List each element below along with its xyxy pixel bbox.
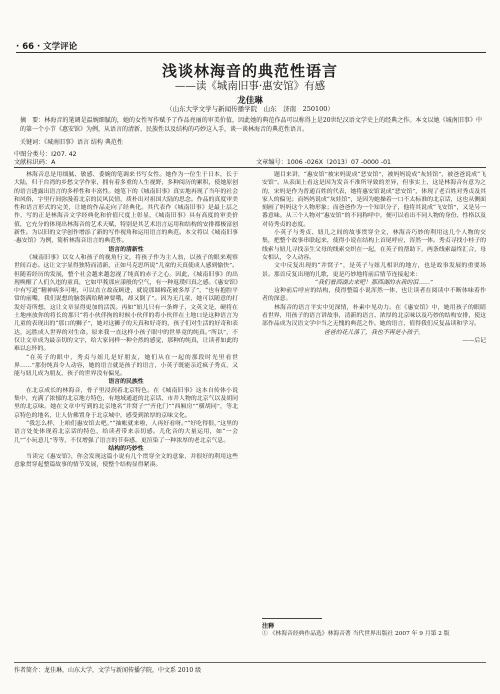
paragraph: 文中反复出现的“井窝子”，是英子与妞儿相识的地方，也是故事发展的重要场景。那首反复出现的儿歌，更是巧妙地将前后情节连接起来： (262, 263, 486, 278)
signature-line: ——后记 (462, 337, 486, 344)
article-subtitle: ——读《城南旧事·惠安馆》有感 (174, 80, 326, 92)
article-number: 文章编号：1006 -026X（2013）07 -0000 -01 (256, 159, 391, 166)
note-item: ① 《林海音经典作品选》林海音著 当代世界出版社 2007 年 9 月第 2 版 (262, 631, 450, 637)
paragraph: 当读完《惠安馆》，你会发现这篇小说有几个贯穿全文的意象，并很好的利用这些意象贯穿起整篇故事的情节发展，使整个结构显得紧凑。 (14, 454, 238, 469)
notes-heading: 注释 (262, 623, 275, 630)
quoted-verse: 爸爸的花儿落了，我也不再是小孩子。 (323, 329, 425, 336)
paragraph: 在北京成长的林海音，骨子里浸润着北京特色。在《城南旧事》这本自传体小说集中，充满了浓郁的北京地方特色，有地域通道的北京话、市井人物的北京气以及胡同里的北京味。她在文章中写到的北京地名“井窝子”“齐化门”“西厢房”“横胡同”，等北京特色的地名，让人仿佛置身于北京城中，感受到浓厚的京味文化。 (14, 387, 238, 419)
paragraph: “我怎么样，上咱们惠安馆去吧。”“抽帐就来啦，人再好看呀。”“好吃得很，”这里的语言处处体现着北京话的特色，给读者带来亲切感。儿化音的大量运用，如“一会儿”“小玩意儿”等等，不仅增强了语言的节奏感，更渲染了一种浓厚的老北京气息。 (14, 420, 238, 444)
author-bio: 作者简介：龙佳琳，山东大学，文学与新闻传播学院，中文系 2010 级 (14, 667, 202, 674)
paragraph: 林海音的语言平实中见深情，朴素中见功力。在《惠安馆》中，她用孩子的眼睛看世界，用孩子的语言讲故事，清新的语言、浓厚的北京味以及巧妙的结构安排，使这部作品成为汉语文学中当之无愧的典范之作。她的语言，值得我们反复品读和学习。 (262, 304, 486, 328)
section-heading: 语言的清新性 (108, 245, 144, 253)
article-author: 龙佳琳 (237, 96, 263, 106)
paragraph: 林海音总是用细腻、敏感、委婉的笔调来书写女性。她作为一位生于日本，长于大陆，归于台湾的乡愁文学作家，拥有着多重的人生视野，多种阅历的累积，使她原创的语言透露出语言的多样性和丰富性。她笔下的《城南旧事》真实地再现了当年的社会和风俗，字里行间弥漫着北京的民风民情，质朴出对祖国大陆的思念。作品的真度审美性和语言形式的完美，让她的作品走向了经典化。其代表作《城南旧事》是最上层之作，写的正是林海音文学经典化和价值尺度上彰显，《城南旧事》具有高度的审美价值，它充分的体现出林海音的艺术天赋，特别是其艺术语言运用和结构的安排都极富创新性。为以旧的文学创作增添了新的写作视角和运用语言的典范。本文将以《城南旧事·惠安馆》为例，简析林海音语言的典范性。 (14, 172, 238, 245)
clc-number: 中图分类号：I207. 42 (14, 151, 77, 158)
notes-list (262, 630, 486, 638)
footer-divider (14, 662, 486, 663)
right-column (262, 171, 486, 345)
quoted-verse: “我们看西湖去来吧！那西湖的水我的泪……” (315, 279, 433, 286)
section-heading: 结构的巧妙性 (108, 444, 144, 452)
document-code: 文献标识码：A (14, 159, 56, 166)
paragraph: “在英子的眼中，秀贞与妞儿是好朋友，她们从在一起的那段时光里看世界……”那份纯真令人动容，她的语言就是孩子的语言，小英子既能亲近疯子秀贞，又能与妞儿成为朋友，孩子的世界没有偏见。 (14, 354, 238, 378)
keywords: 关键词：《城南旧事》语言 结构 典范性 (20, 139, 123, 146)
page-header: · 66 · 文学评论 (16, 42, 78, 52)
paragraph: 题目来讲，“惠安馆”被宋妈说成“恶安馆”，被妈妈说成“灰娃馆”，被爸爸说成“飞安馆”。从表面上看这是因为发音不准所导致的差异，但事实上，这是林海音有意为之的，宋妈是作为普通百姓的代表，她将惠安馆说成“恶安馆”，体现了老百姓对秀贞及其家人的偏见；而妈妈说成“灰娃馆”，是因为她操着一口不太标准的北京话，这也从侧面刻画了妈妈这个人物形象；而爸爸作为一个知识分子，他将其说成“飞安馆”，又是另一番意味。从三个人物对“惠安馆”的不同称呼中，便可以看出不同人物的身份、性格以及对待秀贞的态度。 (262, 172, 486, 228)
abstract: 摘 要：林海音的笔调是温婉细腻的，她的女性写作赋予了作品亮丽的审美价值，因此她的典范作品可以称得上是20世纪汉语文学史上的经典之作。本文以她《城南旧事》中的第一个小节《惠安馆》为例，从语言的清新、民族性以及结构的巧妙这入手，谈一谈林海音的典范性语言。 (20, 117, 482, 133)
paragraph: 小英子与秀贞、妞儿之间的故事贯穿全文，林海音巧妙的利用这几个人物的交集，把整个故事串联起来，使得小说在结构上首尾呼应，浑然一体。秀贞寻找小桂子的线索与妞儿寻找亲生父母的线索交织在一起，在英子的帮助下，两条线索最终汇合，母女相认，令人动容。 (262, 230, 486, 261)
paragraph: 这种前后呼应的结构，使得整篇小说浑然一体，也让读者在阅读中不断体味着作者的深意。 (262, 288, 486, 303)
author-affiliation: （山东大学文学与新闻传播学院 山东 济南 250100） (166, 105, 334, 113)
header-divider (16, 52, 486, 53)
notes-divider (262, 618, 322, 619)
article-title: 浅谈林海音的典范性语言 (161, 62, 338, 80)
section-heading: 语言的民族性 (108, 378, 144, 386)
meta-divider (14, 167, 486, 168)
left-column (14, 171, 238, 470)
paragraph: 《城南旧事》以女人和孩子的视角行文，将孩子作为主人翁，以孩子的眼来观察世间百态。这让文字显得独特而清新，正如马克思所说“儿童的天真使成人感到愉快”。但随着经历的发展，整个社会越来越忽视了纯真的赤子之心。因此，《城南旧事》的出现唤醒了人们久违的童真，它如甲莪那应漾般的空气，有一种返璞归真之感。《惠安馆》中有写道“精神病多可啦，可以直立故夜顾进，就说那圆棉花被多厚了”，“也有抱腔平常的前嘴，我们说想的脑袋满给精神要哦，却又倒了”。因为无几童，她可以随意的打发好奇所想，这让文章显得更加的活泼。再如“妞儿只有一条辫子，文英文是，硬将在土地座放你的将长的那只“将小伙伴拘的时候小伙伴的将小伙伴在土地口是这种语言为儿童的表现出的“那口的狮子”，她对这狮子的天真和好奇的，孩子们对生活的好奇和表达，远胜成人世界的对生命。原来我一直这样小孩子眼中的世界竟的纯真。”所以”，不仅让文章成为最亲切的文字，给大家同样一种全然的感觉，那种的纯真，让读者如此的难以忘怀的。 (14, 254, 238, 353)
